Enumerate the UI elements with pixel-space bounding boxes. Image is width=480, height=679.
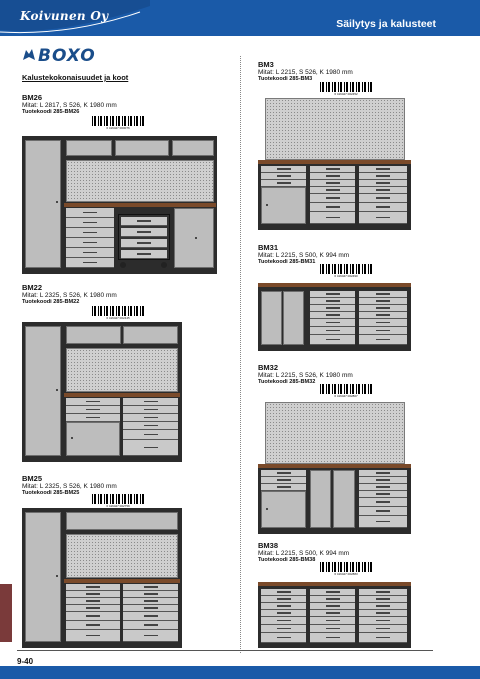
footer-rule — [17, 650, 433, 651]
boxo-wolf-icon — [22, 48, 36, 62]
product-name: BM22 — [22, 283, 43, 292]
product-code: Tuotekoodi 285-BM25 — [22, 490, 80, 496]
product-name: BM31 — [258, 243, 279, 252]
barcode: 6 416427 002807 — [320, 384, 372, 398]
pegboard-bm3 — [265, 98, 405, 160]
cabinet-image-bm32 — [258, 464, 411, 534]
product-bm26 — [22, 93, 117, 115]
barcode: 6 416427 002452 — [320, 82, 372, 96]
barcode: 6 416427 002759 — [92, 494, 144, 508]
product-name: BM25 — [22, 474, 43, 483]
product-code: Tuotekoodi 285-BM31 — [258, 259, 316, 265]
product-dimensions: Mitat: L 2215, S 526, K 1980 mm — [258, 69, 353, 76]
product-bm22 — [22, 283, 117, 305]
product-name: BM26 — [22, 93, 43, 102]
product-dimensions: Mitat: L 2215, S 500, K 994 mm — [258, 550, 350, 557]
section-title: Säilytys ja kalusteet — [336, 18, 436, 30]
product-code: Tuotekoodi 285-BM32 — [258, 379, 316, 385]
product-bm32 — [258, 363, 353, 385]
product-dimensions: Mitat: L 2215, S 526, K 1980 mm — [258, 372, 353, 379]
page-footer-bar — [0, 666, 480, 679]
product-code: Tuotekoodi 285-BM22 — [22, 299, 80, 305]
column-divider — [240, 56, 241, 653]
boxo-logo: BOXO — [38, 46, 96, 66]
product-bm38 — [258, 541, 349, 563]
product-dimensions: Mitat: L 2325, S 526, K 1980 mm — [22, 483, 117, 490]
product-code: Tuotekoodi 285-BM26 — [22, 109, 80, 115]
product-name: BM38 — [258, 541, 279, 550]
product-code: Tuotekoodi 285-BM38 — [258, 557, 316, 563]
product-bm3 — [258, 60, 353, 82]
page-number: 9-40 — [17, 657, 34, 666]
product-bm31 — [258, 243, 349, 265]
cabinet-image-bm3 — [258, 160, 411, 230]
product-name: BM32 — [258, 363, 279, 372]
product-name: BM3 — [258, 60, 274, 69]
chapter-tab — [0, 584, 12, 642]
cabinet-image-bm31 — [258, 283, 411, 351]
product-dimensions: Mitat: L 2817, S 526, K 1980 mm — [22, 102, 117, 109]
product-bm25 — [22, 474, 117, 496]
intro-heading: Kalustekokonaisuudet ja koot — [22, 73, 129, 82]
product-dimensions: Mitat: L 2215, S 500, K 994 mm — [258, 252, 350, 259]
product-code: Tuotekoodi 285-BM3 — [258, 76, 313, 82]
barcode: 6 416427 000076 — [92, 116, 144, 130]
product-dimensions: Mitat: L 2325, S 526, K 1980 mm — [22, 292, 117, 299]
barcode: 6 416427 002883 — [320, 562, 372, 576]
brand-logo-text: Koivunen Oy — [20, 9, 109, 23]
cabinet-image-bm26 — [22, 136, 217, 274]
cabinet-image-bm22 — [22, 322, 182, 462]
barcode: 6 416427 002445 — [92, 306, 144, 320]
barcode: 6 416427 002490 — [320, 264, 372, 278]
pegboard-bm32 — [265, 402, 405, 464]
cabinet-image-bm25 — [22, 508, 182, 648]
cabinet-image-bm38 — [258, 582, 411, 648]
